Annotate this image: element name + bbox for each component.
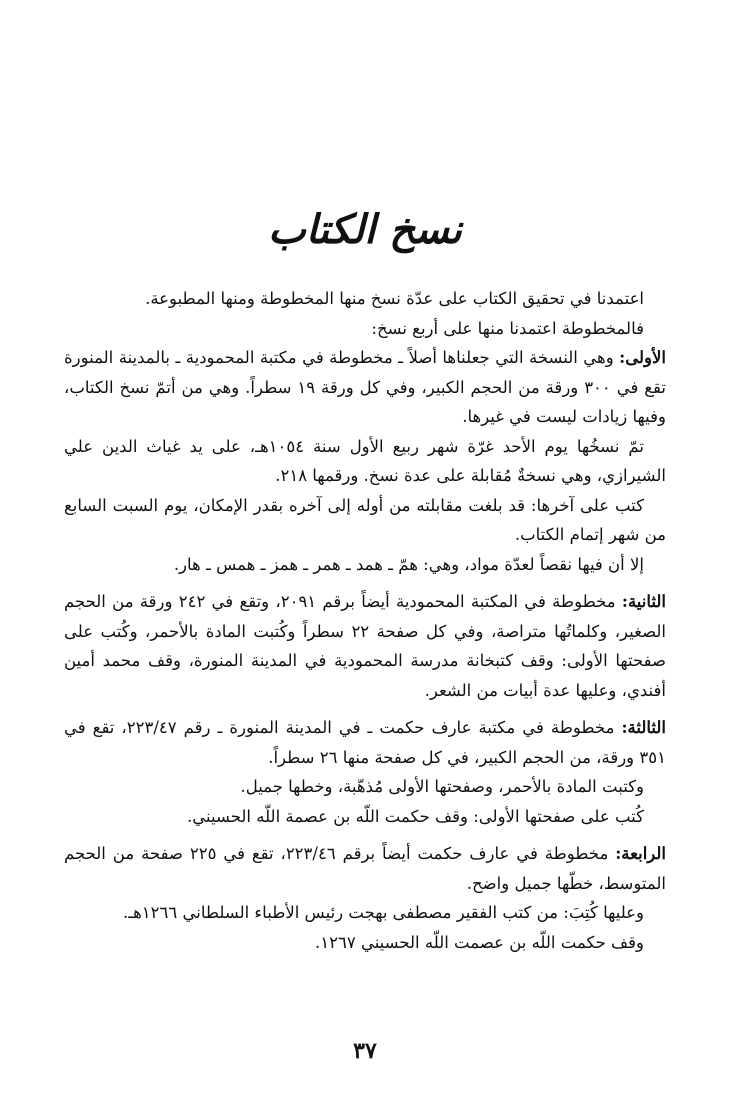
third-copy-label: الثالثة: [621,718,666,737]
book-page [64,0,666,1110]
second-copy-text: مخطوطة في المكتبة المحمودية أيضاً برقم ٢٠٩١، وتقع في ٢٤٢ ورقة من الحجم الصغير، وكلماتُها متراصة، وفي كل صفحة ٢٢ سطراً وكُتبت المادة بالأحمر، وكُتب على صفحتها الأولى: وقف كتبخانة مدرسة المحمودية في المدينة المنورة، وقف محمد أمين أفندي، وعليها عدة أبيات من الشعر. [64,592,666,700]
chapter-heading: نسخ الكتاب [268,206,462,253]
first-copy-label: الأولى: [619,348,666,367]
third-copy-text: مخطوطة في مكتبة عارف حكمت ـ في المدينة المنورة ـ رقم ٢٢٣/٤٧، تقع في ٣٥١ ورقة، من الحجم الكبير، في كل صفحة منها ٢٦ سطراً. [64,718,666,767]
second-copy-paragraph [64,587,666,705]
first-copy-missing-paragraph: إلا أن فيها نقصاً لعدّة مواد، وهي: همّ ـ همد ـ همر ـ همز ـ همس ـ هار. [173,554,644,574]
third-copy-endowment-paragraph: كُتب على صفحتها الأولى: وقف حكمت اللّه بن عصمة اللّه الحسيني. [187,806,644,826]
fourth-copy-text: مخطوطة في عارف حكمت أيضاً برقم ٢٢٣/٤٦، تقع في ٢٢٥ صفحة من الحجم المتوسط، خطّها جميل واضح. [64,844,666,893]
first-copy-copying-paragraph: تمّ نسخُها يوم الأحد غرّة شهر ربيع الأول سنة ١٠٥٤هـ، على يد غياث الدين علي الشيرازي، وهي نسخةٌ مُقابلة على عدة نسخ. ورقمها ٢١٨. [64,436,666,485]
fourth-copy-endowment-paragraph: وقف حكمت اللّه بن عصمت اللّه الحسيني ١٢٦٧. [315,932,644,952]
first-copy-colophon-paragraph: كتب على آخرها: قد بلغت مقابلته من أوله إلى آخره بقدر الإمكان، يوم السبت السابع من شهر إتمام الكتاب. [64,495,666,544]
second-copy-label: الثانية: [621,592,667,611]
first-copy-text: وهي النسخة التي جعلناها أصلاً ـ مخطوطة في مكتبة المحمودية ـ بالمدينة المنورة تقع في ٣٠٠ ورقة من الحجم الكبير، وفي كل ورقة ١٩ سطراً. وهي من أتمّ نسخ الكتاب، وفيها زيادات ليست في غيرها. [64,348,666,426]
page-number: ٣٧ [353,1038,377,1064]
manuscripts-paragraph: فالمخطوطة اعتمدنا منها على أربع نسخ: [371,318,644,338]
first-copy-paragraph [64,343,666,432]
intro-paragraph: اعتمدنا في تحقيق الكتاب على عدّة نسخ منها المخطوطة ومنها المطبوعة. [145,289,644,308]
third-copy-paragraph [64,713,666,772]
fourth-copy-paragraph [64,839,666,898]
body-text [64,284,666,957]
fourth-copy-ownership-paragraph: وعليها كُتِبَ: من كتب الفقير مصطفى بهجت رئيس الأطباء السلطاني ١٢٦٦هـ. [123,903,644,922]
fourth-copy-label: الرابعة: [615,844,666,863]
third-copy-description-paragraph: وكتبت المادة بالأحمر، وصفحتها الأولى مُذهّبة، وخطها جميل. [240,777,644,796]
